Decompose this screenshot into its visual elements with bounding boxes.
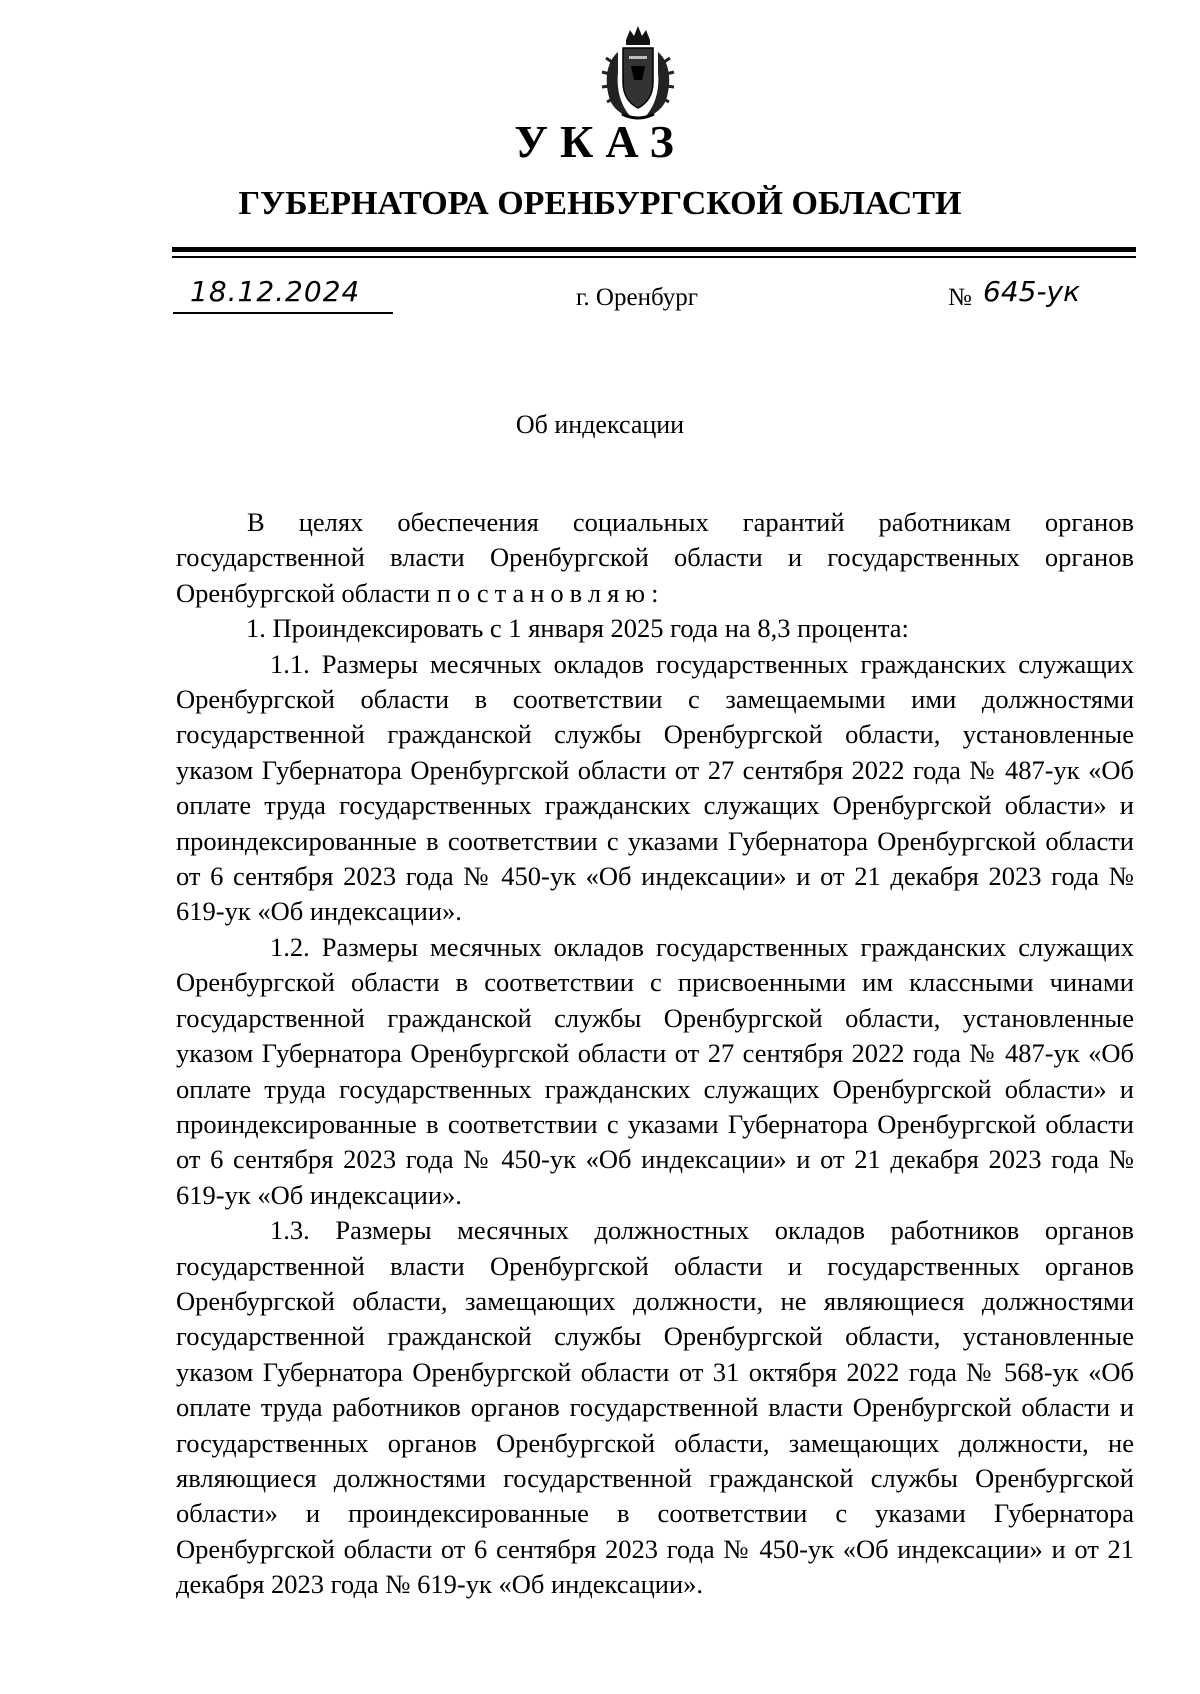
paragraph-1: 1. Проиндексировать с 1 января 2025 года на 8,3 процента: (246, 613, 909, 644)
decree-subject: Об индексации (515, 410, 685, 439)
coat-of-arms-icon (596, 22, 680, 122)
paragraph-1-3: 1.3. Размеры месячных должностных окладов работников органов государственной власти Оренбургской области и государственных органов Оренбургской области, замещающих должности, не являющиеся должностями государственной гражданской службы Оренбургской области, установленные указом Губернатора Оренбургской области от 31 октября 2022 года № 568-ук «Об оплате труда работников органов государственной власти Оренбургской области и государственных органов Оренбургской области, замещающих должности, не являющиеся должностями государственной гражданской службы Оренбургской области» и проиндексированные в соответствии с указами Губернатора Оренбургской области от 6 сентября 2023 года № 450-ук «Об индексации» и от 21 декабря 2023 года № 619-ук «Об индексации». (176, 1215, 1134, 1600)
decree-number-label: № (948, 284, 972, 311)
paragraph-1-1: 1.1. Размеры месячных окладов государственных гражданских служащих Оренбургской области в соответствии с замещаемыми ими должностями государственной гражданской службы Оренбургской области, установленные указом Губернатора Оренбургской области от 27 сентября 2022 года № 487-ук «Об оплате труда государственных гражданских служащих Оренбургской области» и проиндексированные в соответствии с указами Губернатора Оренбургской области от 6 сентября 2023 года № 450-ук «Об индексации» и от 21 декабря 2023 года № 619-ук «Об индексации». (176, 648, 1134, 927)
paragraph-1-2: 1.2. Размеры месячных окладов государственных гражданских служащих Оренбургской области в соответствии с присвоенными им классными чинами государственной гражданской службы Оренбургской области, установленные указом Губернатора Оренбургской области от 27 сентября 2022 года № 487-ук «Об оплате труда государственных гражданских служащих Оренбургской области» и проиндексированные в соответствии с указами Губернатора Оренбургской области от 6 сентября 2023 года № 450-ук «Об индексации» и от 21 декабря 2023 года № 619-ук «Об индексации». (176, 931, 1134, 1210)
decree-date: 18.12.2024 (190, 275, 361, 308)
decree-number: 645-ук (983, 275, 1081, 308)
date-underline (173, 312, 393, 314)
decree-body (176, 505, 1134, 1603)
intro-colon: : (651, 577, 659, 608)
decree-subtitle: ГУБЕРНАТОРА ОРЕНБУРГСКОЙ ОБЛАСТИ (238, 185, 962, 222)
header-divider-thin (172, 256, 1136, 258)
decree-city: г. Оренбург (576, 284, 698, 311)
intro-text: В целях обеспечения социальных гарантий работникам органов государственной власти Оренбургской области и государственных органов Оренбургской области (176, 507, 1134, 608)
decree-title: УКАЗ (514, 116, 686, 167)
header-divider-thick (172, 247, 1136, 252)
decree-word: постановляю (436, 577, 652, 608)
intro-paragraph (176, 505, 1134, 611)
